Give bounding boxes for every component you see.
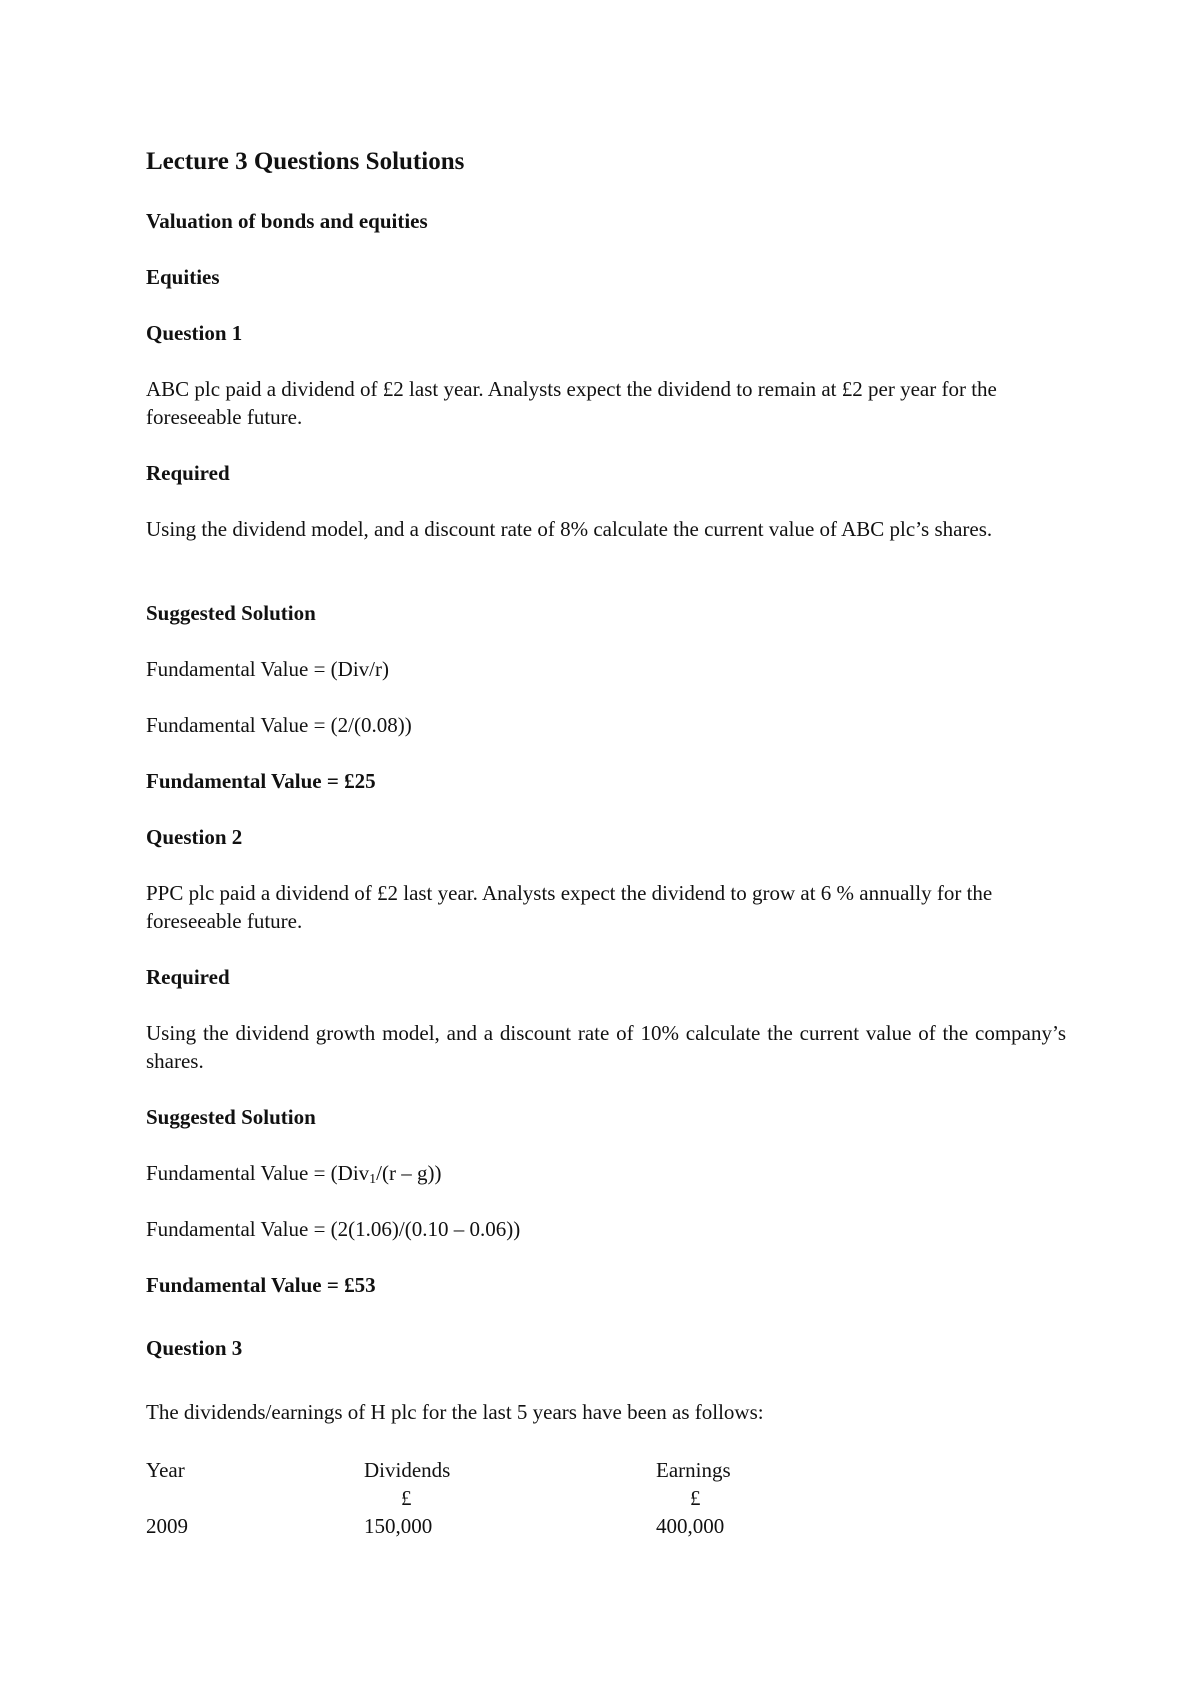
- question-1-formula: Fundamental Value = (Div/r): [146, 657, 389, 681]
- question-2-result: Fundamental Value = £53: [146, 1273, 376, 1297]
- question-2-solution-heading: Suggested Solution: [146, 1105, 316, 1129]
- question-2-required-heading: Required: [146, 965, 230, 989]
- document-title: Lecture 3 Questions Solutions: [146, 148, 465, 175]
- question-1-required-heading: Required: [146, 461, 230, 485]
- question-1-solution-heading: Suggested Solution: [146, 601, 316, 625]
- question-2-calculation: Fundamental Value = (2(1.06)/(0.10 – 0.06)): [146, 1217, 521, 1241]
- table-cell-year: 2009: [146, 1514, 188, 1538]
- formula-prefix: Fundamental Value = (Div: [146, 1161, 370, 1185]
- question-2-text: PPC plc paid a dividend of £2 last year. Analysts expect the dividend to grow at 6 % annually for the foreseeable future.: [146, 881, 993, 933]
- question-1-calculation: Fundamental Value = (2/(0.08)): [146, 713, 412, 737]
- table-header-year: Year: [146, 1458, 185, 1482]
- table-cell-dividends: 150,000: [364, 1514, 433, 1538]
- question-1-required-text: Using the dividend model, and a discount rate of 8% calculate the current value of ABC plc’s shares.: [146, 517, 993, 541]
- table-header-dividends: Dividends: [364, 1458, 451, 1482]
- question-3-text: The dividends/earnings of H plc for the last 5 years have been as follows:: [146, 1400, 764, 1424]
- question-2-heading: Question 2: [146, 825, 243, 849]
- formula-subscript: 1: [369, 1172, 377, 1187]
- question-3-heading: Question 3: [146, 1336, 243, 1360]
- formula-suffix: /(r – g)): [376, 1161, 442, 1185]
- document-subtitle: Valuation of bonds and equities: [146, 209, 428, 233]
- question-1-heading: Question 1: [146, 321, 243, 345]
- question-1-result: Fundamental Value = £25: [146, 769, 376, 793]
- section-heading-equities: Equities: [146, 265, 220, 289]
- question-2-formula: [146, 1159, 441, 1194]
- question-2-required-text: Using the dividend growth model, and a discount rate of 10% calculate the current value of the company’s shares.: [146, 1021, 1066, 1073]
- question-1-text: ABC plc paid a dividend of £2 last year. Analysts expect the dividend to remain at £2 per year for the foreseeable future.: [146, 377, 997, 429]
- table-unit-earnings: £: [690, 1486, 701, 1510]
- table-unit-dividends: £: [401, 1486, 412, 1510]
- table-cell-earnings: 400,000: [656, 1514, 725, 1538]
- table-header-earnings: Earnings: [656, 1458, 731, 1482]
